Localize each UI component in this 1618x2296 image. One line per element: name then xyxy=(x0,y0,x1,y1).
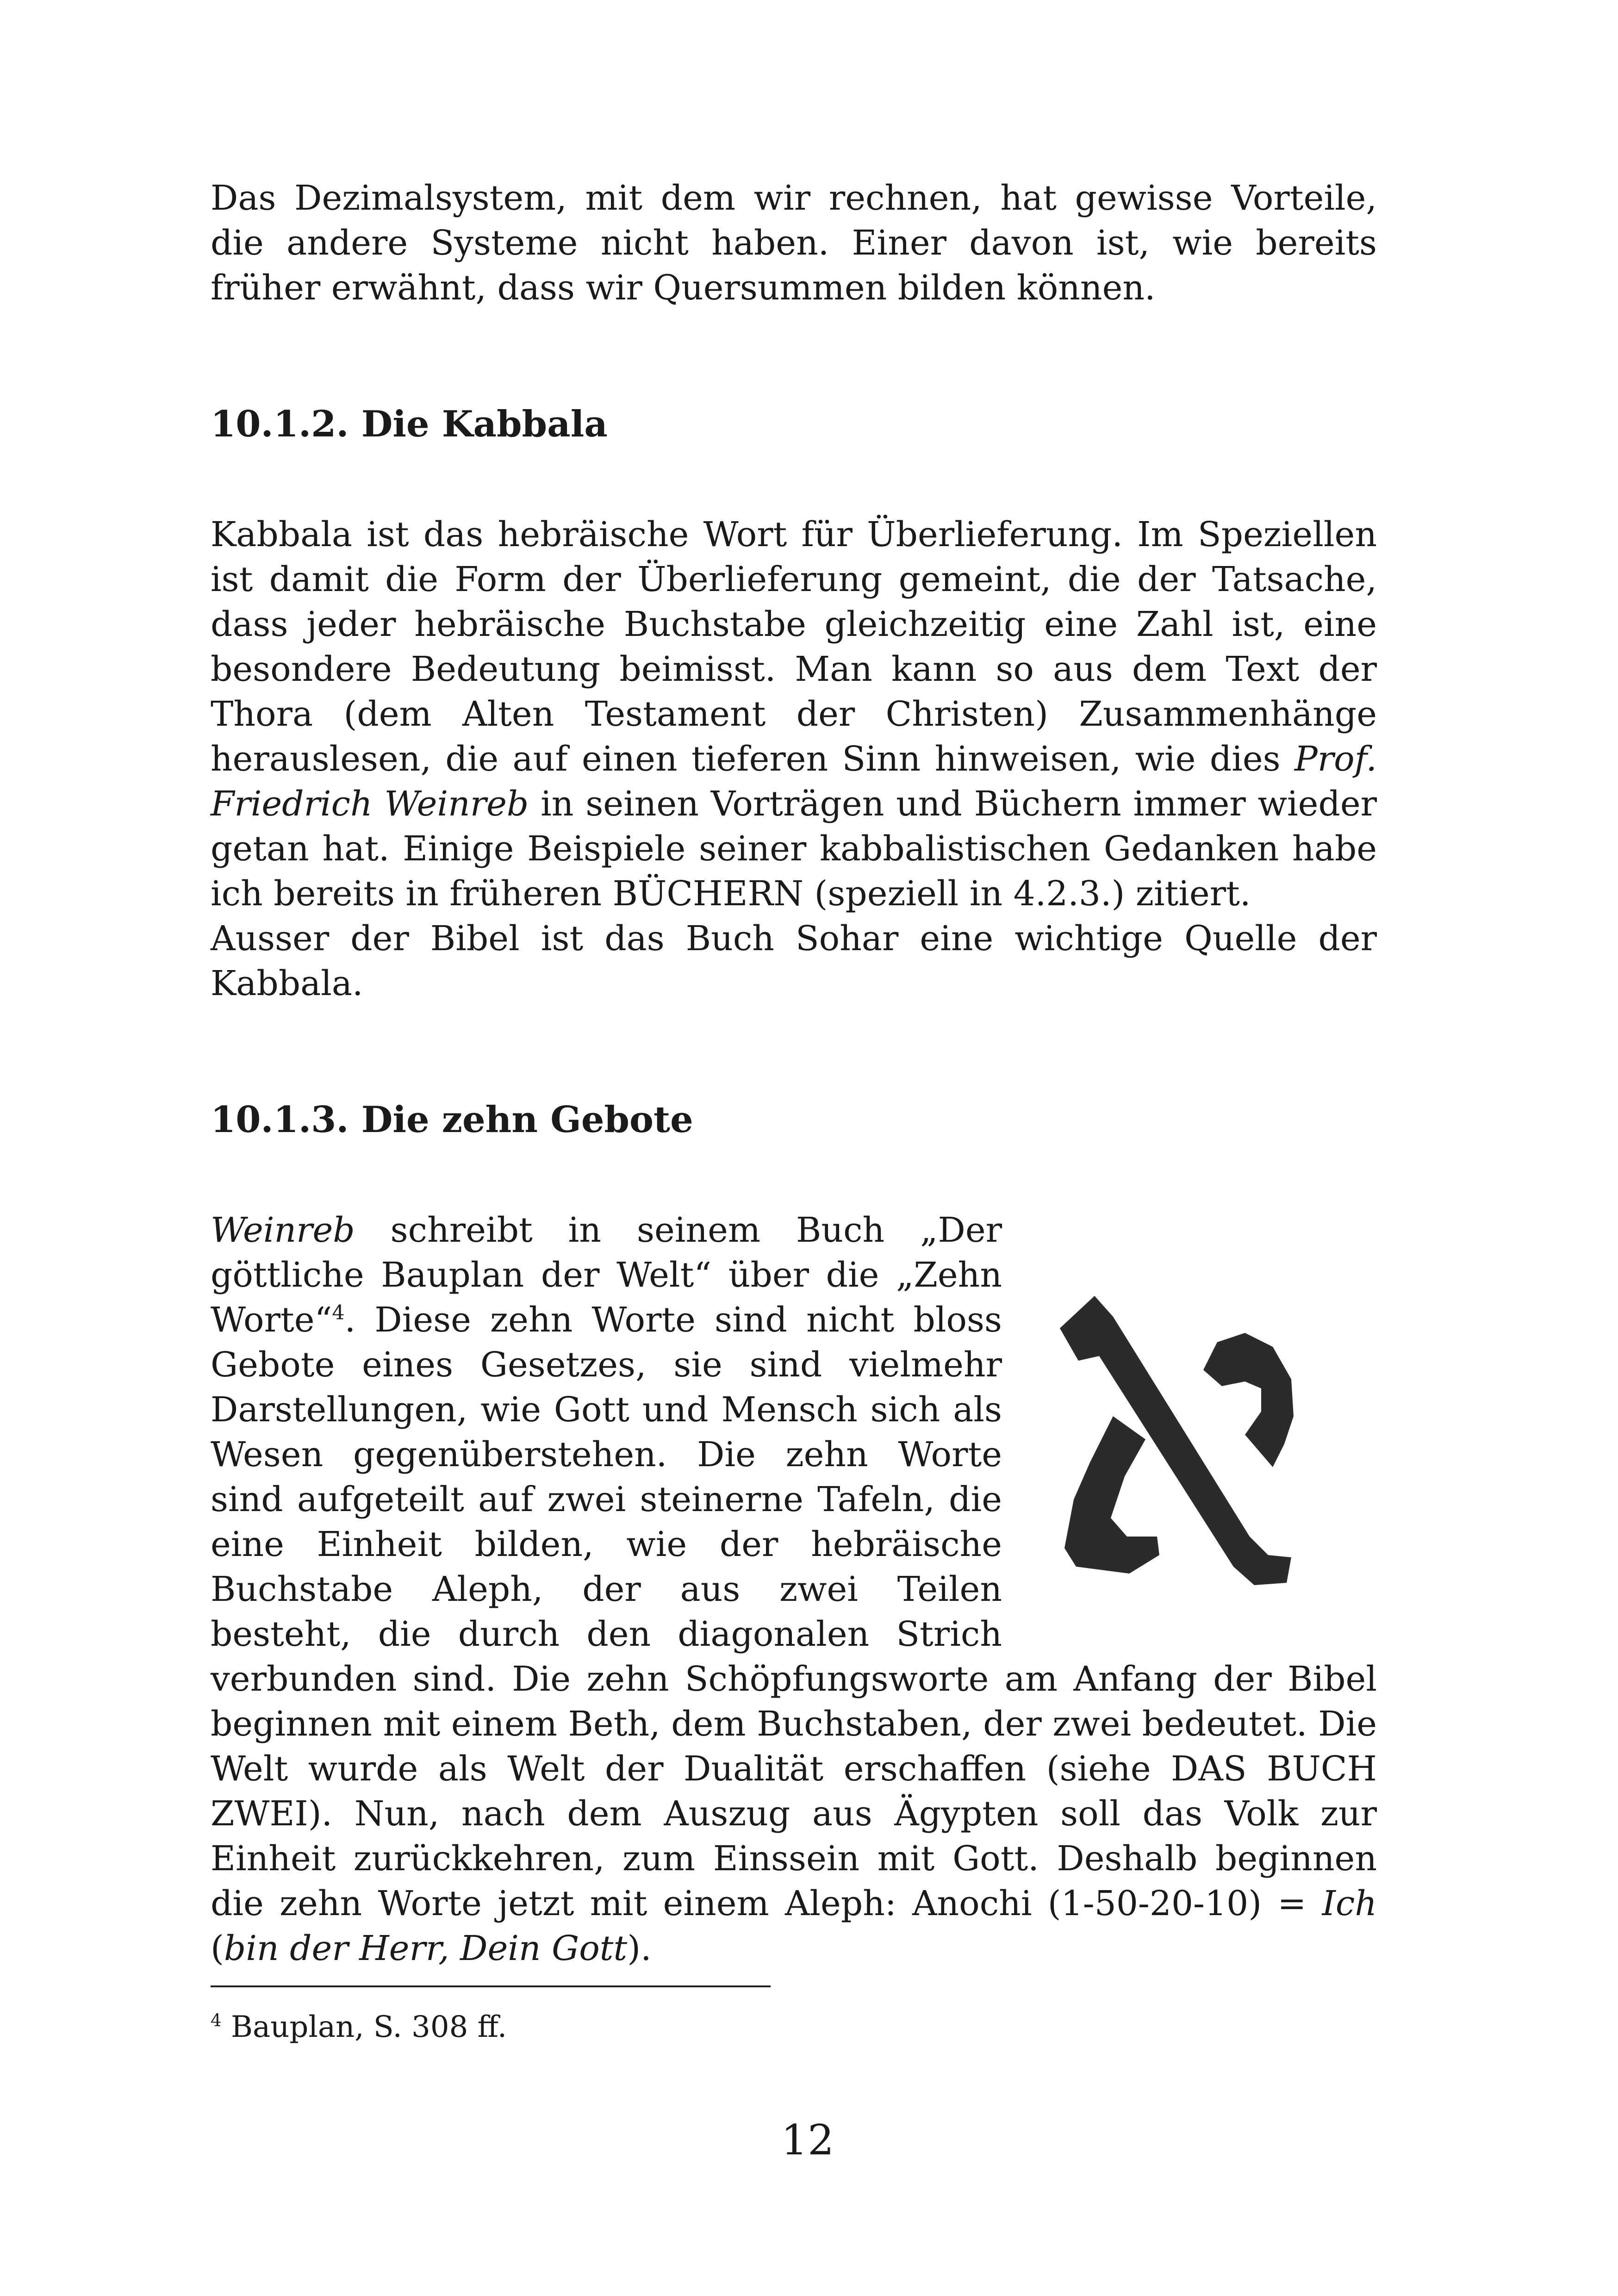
kabbala-text-2: in seinen Vorträgen und Büchern immer wieder getan hat. Einige Beispiele seiner kabbalistischen Gedanken habe ich bereits in früheren BÜCHERN (speziell in 4.2.3.) zitiert. xyxy=(211,784,1377,914)
weinreb-name: Weinreb xyxy=(211,1210,355,1250)
kabbala-paragraph-1 xyxy=(211,512,1377,916)
heading-kabbala: 10.1.2. Die Kabbala xyxy=(211,403,608,445)
gebote-text-2: . Diese zehn Worte sind nicht bloss Gebote eines Gesetzes, sie sind vielmehr Darstellungen, wie Gott und Mensch sich als Wesen gegenüberstehen. Die zehn Worte sind aufgeteilt auf zwei steinerne Tafeln, die eine Einheit bilden, wie der hebräische Buchstabe Aleph, der aus zwei Teilen besteht, die durch den diagonalen Strich verbunden sind. Die zehn Schöpfungsworte am Anfang der Bibel beginnen mit einem Beth, dem Buchstaben, der zwei bedeutet. Die Welt wurde als Welt der Dualität erschaffen (siehe DAS BUCH ZWEI). Nun, nach dem Auszug aus Ägypten soll das Volk zur Einheit zurückkehren, zum Einssein mit Gott. Deshalb beginnen die zehn Worte jetzt mit einem Aleph: Anochi (1-50-20-10) = xyxy=(211,1300,1377,1923)
gebote-text-4: ). xyxy=(627,1929,652,1968)
intro-paragraph: Das Dezimalsystem, mit dem wir rechnen, hat gewisse Vorteile, die andere Systeme nicht haben. Einer davon ist, wie bereits früher erwähnt, dass wir Quersummen bilden können. xyxy=(211,178,1377,308)
herr-italic: bin der Herr, Dein Gott xyxy=(224,1929,628,1968)
gebote-text-3: ( xyxy=(211,1929,224,1968)
footnote-divider xyxy=(211,1985,771,1987)
footnote-ref[interactable]: 4 xyxy=(332,1301,345,1325)
footnote-marker: 4 xyxy=(211,2010,222,2030)
footnote-text: Bauplan, S. 308 ff. xyxy=(221,2010,507,2044)
heading-gebote: 10.1.3. Die zehn Gebote xyxy=(211,1099,693,1141)
author-name: Prof. Friedrich Weinreb xyxy=(211,739,1377,824)
page-content xyxy=(211,176,1377,1971)
kabbala-paragraph-2: Ausser der Bibel ist das Buch Sohar eine wichtige Quelle der Kabbala. xyxy=(211,919,1377,1003)
footnote xyxy=(211,2009,507,2046)
kabbala-text-1: Kabbala ist das hebräische Wort für Überlieferung. Im Speziellen ist damit die Form der Überlieferung gemeint, die der Tatsache, dass jeder hebräische Buchstabe gleichzeitig eine Zahl ist, eine besondere Bedeutung beimisst. Man kann so aus dem Text der Thora (dem Alten Testament der Christen) Zusammenhänge herauslesen, die auf einen tieferen Sinn hinweisen, wie dies xyxy=(211,515,1377,779)
aleph-icon xyxy=(1051,1277,1310,1592)
aleph-figure xyxy=(1044,1277,1317,1601)
ich-italic: Ich xyxy=(1322,1884,1377,1923)
section-gebote xyxy=(211,1208,1377,1971)
section-kabbala xyxy=(211,512,1377,1006)
gebote-text-1: schreibt in seinem Buch „Der göttliche Bauplan der Welt“ über die „Zehn Worte“ xyxy=(211,1210,1002,1340)
page-number: 12 xyxy=(781,2116,834,2165)
